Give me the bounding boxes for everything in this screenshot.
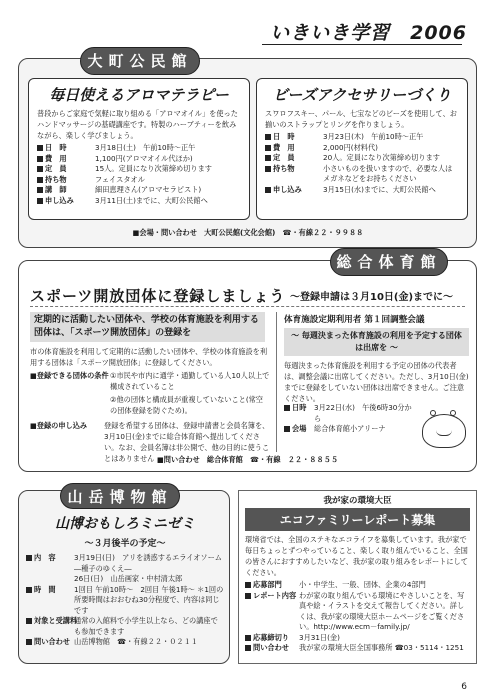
bullet-icon <box>37 177 43 183</box>
detail-row: 会場 総合体育館小アリーナ <box>284 424 414 435</box>
bullet-icon <box>245 582 251 588</box>
bullet-icon <box>245 635 251 641</box>
detail-row: 問い合わせ 山岳博物館 ☎・有線２２・０２１１ <box>26 637 224 648</box>
sogo-body: 市の体育施設を利用して定期的に活動したい団体や、学校の体育施設を利用する団体は「スポーツ開放団体」に登録してください。 <box>30 347 268 367</box>
detail-row: 問い合わせ 我が家の環境大臣全国事務所 ☎03・5114・1251 <box>245 643 470 654</box>
meeting-details <box>284 403 414 435</box>
beads-card <box>256 78 468 220</box>
bullet-icon <box>265 145 271 151</box>
detail-row: 持ち物 フェイスタオル <box>37 175 241 186</box>
sogo-rule <box>30 306 465 307</box>
aroma-details <box>37 143 241 206</box>
header-rule <box>262 44 462 45</box>
bullet-icon <box>284 426 290 432</box>
bullet-icon <box>37 145 43 151</box>
bullet-icon <box>245 645 251 651</box>
detail-row: 日時 3月22日(水) 午後6時30分から <box>284 403 414 424</box>
frog-illustration <box>418 400 470 452</box>
detail-row: 内 容 3月19日(日) アリを誘惑するエライオソーム ―種子のゆくえ― <box>26 553 224 574</box>
detail-row: 26日(日) 山岳画家・中村清太郎 <box>74 574 183 583</box>
meeting-title: 体育施設定期利用者 第１回調整会議 <box>284 315 425 325</box>
detail-row: 費 用 2,000円(材料代) <box>265 143 459 154</box>
cond-1: ①市民や市内に通学・通勤している人10人以上で構成されていること <box>110 371 270 391</box>
sogo-lead: 定期的に活動したい団体や、学校の体育施設を利用する団体は、「スポーツ開放団体」の登録を <box>30 312 265 342</box>
detail-row: 費 用 1,100円(アロマオイル代ほか) <box>37 154 241 165</box>
bullet-icon <box>37 187 43 193</box>
sogo-vertical-rule <box>276 312 277 452</box>
beads-details <box>265 132 459 195</box>
bullet-icon <box>284 405 290 411</box>
detail-row: 申し込み 3月11日(土)までに、大町公民館へ <box>37 196 241 207</box>
detail-row: 申し込み 3月15日(水)までに、大町公民館へ <box>265 185 459 196</box>
sangaku-card <box>26 513 224 659</box>
aroma-title: 毎日使えるアロマテラピー <box>49 86 229 104</box>
apply-text: 登録を希望する団体は、登録申請書と会員名簿を、3月10日(金)までに総合体育館へ提出してください。なお、会員名簿は非公開で、他の目的に使うことはありません <box>104 421 270 463</box>
detail-row: 対象と受講料 通常の入館料で小学生以上なら、どの講座でも参加できます <box>26 616 224 637</box>
detail-row: 日 時 3月18日(土) 午前10時～正午 <box>37 143 241 154</box>
page-number: 6 <box>461 682 467 692</box>
bullet-icon <box>265 134 271 140</box>
sogo-contact: ■問い合わせ 総合体育館 ☎・有線 ２２・８８５５ <box>156 455 339 464</box>
beads-intro: スワロフスキー、パール、七宝などのビーズを使用して、お揃いのストラップとリングを作りましょう。 <box>265 109 457 129</box>
detail-row: 時 間 1回目 午前10時～ 2回目 午後1時～ ＊1回の所要時間はおおむね30分程度で、内容は同じです <box>26 585 224 617</box>
sangaku-title: 山博おもしろミニゼミ <box>55 516 195 532</box>
meeting-sub: ～ 毎週決まった体育施設の利用を予定する団体は出席を ～ <box>284 328 469 356</box>
cond-2: ②他の団体と構成員が重複していないこと(常空の団体登録を防ぐため)。 <box>110 395 263 415</box>
bullet-icon <box>26 639 32 645</box>
omachi-contact: ■会場・問い合わせ 大町公民館(文化会館) ☎・有線２２・９９８８ <box>132 228 364 237</box>
detail-row: 定 員 15人。定員になり次第締め切ります <box>37 164 241 175</box>
bullet-icon <box>37 156 43 162</box>
omachi-tab: 大町公民館 <box>80 47 200 75</box>
bullet-icon <box>265 155 271 161</box>
eco-heading: 我が家の環境大臣 <box>323 496 392 506</box>
bullet-icon <box>26 555 32 561</box>
detail-row: レポート内容 わが家の取り組んでいる環境にやさしいことを、写真や絵・イラストを交えて報告してください。詳しくは、我が家の環境大臣ホームページをご覧ください。http://www.ecm－family.jp/ <box>245 591 470 633</box>
page-header-title: いきいき学習 2006 <box>270 22 467 44</box>
eco-title: エコファミリーレポート募集 <box>245 508 470 531</box>
apply-label: ■登録の申し込み <box>30 421 88 430</box>
meeting-body: 毎週決まった体育施設を利用する予定の団体の代表者は、調整会議に出席してください。ただし、3月10日(金)までに登録をしていない団体は出席できません。ご注意ください。 <box>284 361 469 403</box>
eco-details <box>239 580 476 654</box>
bullet-icon <box>37 198 43 204</box>
aroma-card <box>28 78 250 220</box>
beads-title: ビーズアクセサリーづくり <box>272 86 452 104</box>
detail-row: 応募部門 小・中学生、一般、団体、企業の4部門 <box>245 580 470 591</box>
detail-row: 定 員 20人。定員になり次第締め切ります <box>265 153 459 164</box>
detail-row: 応募締切り 3月31日(金) <box>245 633 470 644</box>
bullet-icon <box>26 618 32 624</box>
bullet-icon <box>245 593 251 599</box>
sogo-tab: 総合体育館 <box>330 248 448 276</box>
bullet-icon <box>265 166 271 172</box>
detail-row: 持ち物 小さいものを扱いますので、必要な人はメガネなどをお持ちください <box>265 164 459 185</box>
sogo-headline: スポーツ開放団体に登録しましょう <box>30 287 286 305</box>
eco-section <box>238 490 477 664</box>
sangaku-subtitle: ～３月後半の予定～ <box>84 539 166 549</box>
cond-label: ■登録できる団体の条件 <box>30 371 109 380</box>
sogo-deadline: ～登録申請は３月10日(金)までに～ <box>290 292 454 303</box>
detail-row: 日 時 3月23日(木) 午前10時～正午 <box>265 132 459 143</box>
aroma-intro: 普段からご家庭で気軽に取り組める「アロマオイル」を使ったハンドマッサージの基礎講座です。特製のハーブティーを飲みながら、楽しく学びましょう。 <box>37 109 238 140</box>
bullet-icon <box>37 166 43 172</box>
bullet-icon <box>26 587 32 593</box>
bullet-icon <box>265 187 271 193</box>
detail-row: 講 師 細田恵理さん(アロマセラピスト) <box>37 185 241 196</box>
eco-body: 環境省では、全国のステキなエコライフを募集しています。我が家で毎日ちょっとずつやっていること、楽しく取り組んでいること、全国の皆さんにおすすめしたいなど、我が家の取り組みをレポートにしてください。 <box>245 535 468 577</box>
sangaku-tab: 山岳博物館 <box>60 483 180 509</box>
